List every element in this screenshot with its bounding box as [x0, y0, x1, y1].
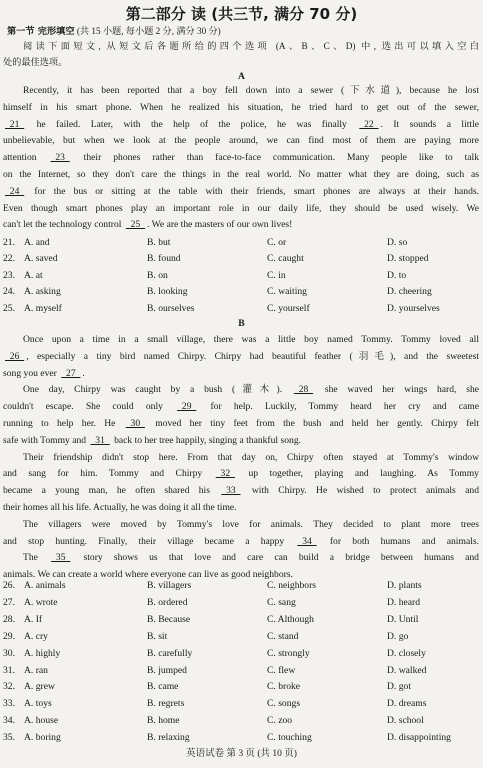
page-footer: 英语试卷 第 3 页 (共 10 页): [186, 749, 297, 759]
blank-30: 30: [125, 418, 145, 429]
option-c: C. Although: [267, 613, 314, 625]
option-d: D. so: [387, 237, 408, 248]
question-number: 24.: [3, 286, 15, 298]
passage-b-line: and stop hunting. Finally, their village became a happy 34 for both humans and animals.: [3, 535, 479, 547]
passage-b-line: couldn't escape. She could only 29 for help. Luckily, Tommy heard her cry and came: [3, 401, 479, 413]
option-b: B. carefully: [147, 647, 193, 659]
option-c: C. in: [267, 269, 286, 281]
blank-24: 24: [5, 185, 25, 197]
option-a: A. saved: [24, 253, 58, 265]
passage-b-heading: B: [238, 318, 245, 329]
blank-33: 33: [221, 485, 241, 497]
blank-31: 31: [90, 434, 110, 446]
option-d: D. to: [387, 269, 407, 281]
option-c: C. caught: [267, 253, 304, 265]
passage-b-line: 26 , especially a tiny bird named Chirpy. Chirpy had beautiful feather (羽毛), and the sweetest: [5, 350, 479, 362]
passage-b-line: Once upon a time in a small village, there was a little boy named Tommy. Tommy loved all: [23, 334, 479, 345]
option-d: D. closely: [387, 647, 426, 659]
option-d: D. walked: [387, 664, 427, 676]
blank-34: 34: [297, 535, 317, 547]
blank-35: 35: [51, 552, 71, 564]
option-b: B. home: [147, 715, 180, 727]
blank-27: 27: [61, 367, 81, 379]
question-number: 31.: [3, 664, 15, 676]
question-number: 27.: [3, 596, 15, 608]
passage-b-line: animals. We can create a world where everyone can live as good neighbors.: [3, 569, 293, 581]
section-label: 第一节 完形填空: [7, 26, 75, 37]
blank-29: 29: [177, 401, 197, 413]
passage-a-line: attention 23 their phones rather than face-to-face communication. Many people like to talk: [3, 152, 479, 164]
option-c: C. songs: [267, 698, 301, 710]
passage-a-line: unbelievable, but when we look at the people around, we can find most of them are paying more: [3, 135, 479, 147]
option-a: A. cry: [24, 630, 48, 642]
question-number: 23.: [3, 269, 15, 281]
page-title: 第二部分 读 (共三节, 满分 70 分): [125, 5, 358, 23]
option-c: C. stand: [267, 630, 299, 642]
option-a: A. wrote: [24, 596, 58, 608]
option-a: A. myself: [24, 302, 62, 314]
option-a: A. grew: [24, 681, 55, 693]
option-c: C. waiting: [267, 286, 307, 298]
option-b: B. relaxing: [147, 732, 190, 744]
option-c: C. neighbors: [267, 580, 317, 591]
blank-22: 22: [359, 118, 379, 130]
option-d: D. Until: [387, 613, 419, 625]
instruction-line-1: 阅读下面短文, 从短文后各题所给的四个选项 (A、B、C、D) 中, 选出可以填入空白: [23, 41, 479, 51]
option-a: A. ran: [24, 664, 48, 676]
passage-a-line: 24 for the bus or sitting at the table with their friends, smart phones are always at their hands.: [5, 185, 479, 197]
passage-a-line: Even though smart phones play an important role in our daily life, they should be used wisely. We: [3, 202, 479, 214]
option-d: D. cheering: [387, 286, 432, 298]
question-number: 29.: [3, 630, 15, 642]
option-a: A. toys: [24, 698, 52, 710]
passage-b-line: their homes all his life. Actually, he was doing it all the time.: [3, 502, 237, 513]
passage-a-line: 21 he failed. Later, with the help of the police, he was finally 22 . It sounds a little: [5, 118, 479, 130]
option-c: C. broke: [267, 681, 301, 693]
option-a: A. at: [24, 269, 43, 281]
option-c: C. sang: [267, 596, 296, 608]
question-number: 22.: [3, 253, 15, 265]
option-c: C. zoo: [267, 715, 293, 727]
passage-b-line: Their friendship didn't stop here. From that day on, Chirpy often stayed at Tommy's window: [23, 451, 479, 463]
passage-b-line: song you ever 27 .: [3, 367, 85, 379]
question-number: 33.: [3, 698, 15, 710]
passage-b-line: running to help her. He 30 moved her tiny feet from the bush and held her gently. Chirpy felt: [3, 418, 479, 429]
blank-25: 25: [125, 219, 145, 231]
question-number: 35.: [3, 732, 15, 744]
passage-b-line: The 35 story shows us that love and care can build a bridge between humans and: [23, 552, 479, 564]
passage-b-line: One day, Chirpy was caught by a bush (灌木). 28 she waved her wings hard, she: [23, 384, 479, 396]
option-b: B. on: [147, 269, 168, 281]
passage-b-line: safe with Tommy and 31 back to her tree happily, singing a thankful song.: [3, 434, 302, 446]
option-d: D. got: [387, 681, 411, 693]
question-number: 34.: [3, 715, 15, 727]
passage-a-heading: A: [238, 71, 245, 82]
option-b: B. ourselves: [147, 302, 195, 314]
passage-b-line: became a young man, he often shared his 33 with Chirpy. He wished to protect animals and: [3, 485, 479, 497]
option-d: D. plants: [387, 580, 422, 591]
option-d: D. dreams: [387, 698, 427, 710]
passage-b-line: and sang for him. Tommy and Chirpy 32 up together, playing and laughing. As Tommy: [3, 468, 479, 480]
option-a: A. highly: [24, 647, 61, 659]
option-b: B. Because: [147, 613, 191, 625]
question-number: 26.: [3, 580, 15, 591]
option-a: A. asking: [24, 286, 61, 298]
option-a: A. animals: [24, 580, 66, 591]
instruction-line-2: 处的最佳选项。: [3, 57, 68, 67]
passage-a-line: on the Internet, so they don't care the things in the real world. No matter what they are doing, such as: [3, 169, 479, 180]
option-b: B. looking: [147, 286, 188, 298]
option-d: D. go: [387, 630, 409, 642]
blank-21: 21: [5, 118, 25, 130]
option-d: D. disappointing: [387, 732, 451, 744]
passage-a-line: Recently, it has been reported that a boy fell down into a sewer (下水道), because he lost: [23, 85, 479, 96]
option-b: B. ordered: [147, 596, 188, 608]
option-c: C. or: [267, 237, 287, 248]
question-number: 28.: [3, 613, 15, 625]
question-number: 25.: [3, 302, 15, 314]
option-c: C. flew: [267, 664, 296, 676]
section-heading: [7, 25, 477, 38]
option-b: B. jumped: [147, 664, 187, 676]
option-d: D. school: [387, 715, 424, 727]
option-b: B. came: [147, 681, 179, 693]
option-c: C. strongly: [267, 647, 310, 659]
option-d: D. yourselves: [387, 302, 440, 314]
blank-23: 23: [50, 152, 70, 164]
question-number: 21.: [3, 237, 15, 248]
option-a: A. house: [24, 715, 59, 727]
blank-32: 32: [215, 468, 235, 480]
passage-a-line: himself in his smart phone. When he realized his situation, he tried hard to get out of the sewer,: [3, 101, 479, 113]
option-b: B. villagers: [147, 580, 192, 591]
option-b: B. regrets: [147, 698, 185, 710]
section-info: (共 15 小题, 每小题 2 分, 满分 30 分): [76, 26, 221, 36]
option-b: B. found: [147, 253, 181, 265]
option-d: D. stopped: [387, 253, 429, 265]
question-number: 30.: [3, 647, 15, 659]
option-a: A. boring: [24, 732, 61, 744]
option-a: A. and: [24, 237, 50, 248]
option-a: A. If: [24, 613, 43, 625]
option-b: B. but: [147, 237, 171, 248]
question-number: 32.: [3, 681, 15, 693]
option-c: C. touching: [267, 732, 312, 744]
blank-28: 28: [293, 384, 314, 396]
passage-b-line: The villagers were moved by Tommy's love for animals. They decided to plant more trees: [23, 518, 479, 530]
option-b: B. sit: [147, 630, 168, 642]
option-c: C. yourself: [267, 302, 310, 314]
blank-26: 26: [5, 350, 25, 362]
option-d: D. heard: [387, 596, 421, 608]
passage-a-line: can't let the technology control 25 . We are the masters of our own lives!: [3, 219, 293, 231]
